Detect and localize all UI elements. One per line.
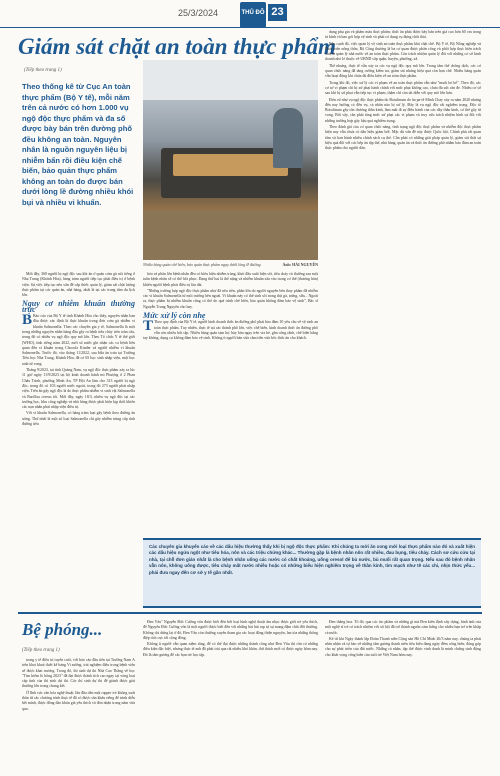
page-number: 23 [271,6,284,18]
article1-paragraph [143,320,318,341]
drop-cap: B [22,312,33,329]
photo-caption-text: Nhiều hàng quán chế biến, bảo quản thực phẩm ngay dưới lòng lề đường. [143,262,262,267]
logo-text: THỦ ĐÔ [241,10,265,16]
article1-column-3 [325,30,481,536]
article1-paragraph: Tháng 9/2023, tại tỉnh Quảng Nam, vụ ngộ độc thực phẩm xảy ra lúc 11 giờ ngày 11/9/2023 tại hộ kinh doanh bánh mì Phượng ở 2 Phan Châu Trinh, phường Minh An, TP Hội An làm cho 313 người bị ngộ độc, trong đó có 103 người nước ngoài, trong đó 273 người phải nhập viện. Trên ẩn gây ngộ độc là do thực phẩm nhiễm vi sinh vật Salmonella và Bacillus cereus tối. Mới đây, ngày 18/3, nhiều vụ ngộ độc tại các trường học, khu công nghiệp và nhà hàng được phát hiện kịp thời khiến các nạn nhân phải nhập viện điều trị. [22,368,135,410]
article2-paragraph: Ở lĩnh vực văn hóa nghệ thuật, lần đầu tiên một rapper trẻ không xuất thân từ các chương trình thực tế đã có được sân khấu riêng để trình diễn hết mình, được đông đảo khán giả yêu thích và đón nhận trong năm vừa qua. [22,690,135,711]
photo-person [273,108,303,168]
photo-street [143,210,318,260]
article1-lead: Theo thống kê từ Cục An toàn thực phẩm (Bộ Y tế), mỗi năm trên cả nước có hơn 1.000 vụ ngộ độc thực phẩm và đa số được bày bán trên đường phố đều không an toàn. Nguyên nhân là nguồn nguyên liệu bị nhiễm bẩn rồi điều kiện chế biến, bảo quản thực phẩm không an toàn do được bán dưới lòng lề đường nhiều khói bụi và nhiều vi khuẩn. [22,82,134,207]
article1-paragraph: Mới đây, 360 người bị ngộ độc sau khi ăn ở quán cơm gà nổi tiếng ở Nha Trang (Khánh Hòa), hàng trăm người tiếp tục phải điều trị ở bệnh viện. Sự việc tiếp tục nêu vấn đề cấp thiết: quản lý, giám sát chặt lượng thực phẩm tại các quán ăn, nhà hàng, nhất là tại các trung tâm du lịch lớn. [22,272,135,298]
logo-badge [240,2,266,28]
article1-paragraph: Theo đánh giá của cơ quan chức năng, tình trạng ngộ độc thực phẩm và nhiễm độc thực phẩm hiện nay vẫn chưa có dấu hiệu giảm bớt. Mặc dù vấn đề này được Quốc hội, Chính phủ rất quan tâm và ban hành nhiều chính sách cụ thể. Cần phải có những giải pháp quản lý, giám sát thật sự hiệu quả đối với các bếp ăn tập thể, nhà hàng, quán ăn và thức ăn đường phố nhằm bảo đảm an toàn thực phẩm cho người dân. [325,125,481,151]
article2-paragraph: Đen thắng hoa. Tô đó, qua các tác phẩm và những gì mà Đen kiên định xây dựng, hình ảnh của một nghệ sĩ trẻ có trách nhiệm với xã hội đã trở thành nguồn cảm hứng cho nhiều bạn trẻ trên khắp cả nước. [325,620,481,635]
article1-paragraph-text: Theo quy định của Bộ Y tế, người kinh doanh thức ăn đường phố phải bảo đảm 10 yêu cầu về vệ sinh an toàn thực phẩm. Tuy nhiên, thực tế tại các thành phố lớn, việc chế biến, kinh doanh thức ăn đường phố vẫn còn nhiều bất cập. Nhiều hàng quán tạm bợ, bày bán ngay trên vỉa hè, gần cống rãnh, chế biến bằng tay không, dụng cụ không đảm bảo vệ sinh. Không ít người bán vừa cầm tiền vừa bốc thức ăn cho khách. [143,320,318,341]
article2-column-1 [22,658,135,766]
issue-date: 25/3/2024 [178,8,219,18]
advice-callout-text: Các chuyên gia khuyến cáo về các dấu hiệu thường thấy khi bị ngộ độc thực phẩm: Khi chúng ta mới ăn xong mới loại thực phẩm nào đó và xuất hiện các dấu hiệu ngứa ngột như tiêu hóa, nôn và các triệu chứng khác... Thường gặp là bệnh nhân nôn rất nhiều, đau bụng, tiêu chảy. Cách sơ cứu cửu tại nhà, tại chỗ đơn giản nhất là cho bệnh nhân uống các nước có chất khoáng, uống oresol để bù nước, bù muối rất quan trọng. Nếu sau đó bệnh nhân vẫn nôn, không uống được, tiêu chảy mất nước nhiều hoặc có những biểu hiện nghiêm trọng về thần kinh, tim mạch như tê các chi, nhịn thức yếu... phải đưa ngay đến cơ sở y tế gần nhất. [149,544,475,575]
article1-subhead-2: Mức xử lý còn nhẹ [143,311,206,321]
article2-paragraph: Không ít người vẫn quan niệm rằng, để có thể đạt được những thành công như Đen Vâu thì cần có những điều kiện đặc biệt, nhưng thực tế anh đã phải trải qua rất nhiều khó khăn, thử thách mới có được ngày hôm nay. Đó là tấm gương để các bạn trẻ học tập. [143,642,318,657]
article1-paragraph: Bên cạnh đó, việc quản lý vệ sinh an toàn thực phẩm khá chặt chẽ. Bộ Y tế, Bộ Nông nghiệp và Phát triển nông thôn, Bộ Công thương là ba cơ quan được phân công và phối hợp thực hiện trách nhiệm quản lý nhà nước về an toàn thực phẩm. Còn trách nhiệm quản lý đối với những cơ sở kinh doanh nhỏ lẻ thuộc về UBND cấp quận, huyện, phường, xã. [325,41,481,62]
header-rule [0,27,500,28]
article2-paragraph: Kể từ khi Ngày thành lập Đoàn Thanh niên Cộng sản Hồ Chí Minh 26/3 năm nay, chúng ta phải nhìn nhận và tự hào về những tấm gương thanh niên tiêu biểu đang ngày đêm cống hiến, đóng góp cho sự phát triển của đất nước. Những cá nhân, tập thể được vinh danh là minh chứng sinh động cho khát vọng cống hiến của tuổi trẻ Việt Nam hôm nay. [325,636,481,657]
drop-cap: T [143,318,154,335]
article1-author: (Tiếp theo trang 1) [24,68,62,73]
article2-title: Bệ phóng... [22,620,103,639]
article1-paragraph: Trong khi đó, việc xử lý các vi phạm về an toàn thực phẩm vẫn như "muối bỏ bể". Theo đó, các cơ sở vi phạm chỉ bị xử phạt hành chính với mức phạt không cao, chưa đủ sức răn đe. Nhiều cơ sở sau khi bị xử phạt vẫn tiếp tục vi phạm, thậm chí còn tái diễn với quy mô lớn hơn. [325,80,481,96]
page-header [0,0,500,30]
article2-column-2 [143,620,318,766]
page-number-box [268,4,287,21]
article2-column-3 [325,620,481,766]
photo-food-tray [173,154,288,176]
article1-paragraph: Thế nhưng, thực tế vẫn xảy ra các vụ ngộ độc quy mô lớn. Trong tâm thế chống dịch, các cơ quan chức năng đã tăng cường kiểm tra, giám sát nhưng hiệu quả còn hạn chế. Nhiều hàng quán vẫn hoạt động khi chưa đủ điều kiện về an toàn thực phẩm. [325,63,481,79]
article2-author: (Tiếp theo trang 1) [22,648,60,653]
article1-paragraph-text: Báo cáo của Bộ Y tế tỉnh Khánh Hòa cho thấy, nguyên nhân ban đầu được xác định là thực khuẩn trong đơn cơm gà nhiễm vi khuẩn Salmonella. Theo các chuyên gia y tế, Salmonella là một trong những nguyên nhân hàng đầu gây ra bệnh tiêu chảy trên toàn cầu, trong đó có nhiều vụ ngộ độc quy mô lớn. Theo Tổ chức Y tế thế giới (WHO), tính riêng năm 2022, mới số nước ghi nhận các ca bệnh liên quan đến vi khuẩn trong Chocola Kinder và người nhiễm vi khuẩn Salmonella. Trước đó, vào tháng 11/2022, sau bữa ăn trưa tại Trường Tiểu học Nha Trang, Khánh Hòa, đã có 65 học sinh nhập viện, một học sinh tử vong. [22,314,135,366]
article1-title: Giám sát chặt an toàn thực phẩm [18,34,336,59]
article1-subhead-1: Nguy cơ nhiễm khuẩn thường trực [22,299,135,314]
article1-paragraph: "Những trường hợp ngộ độc thực phẩm như đã nêu trên, phần lớn do người nguyên bên thay phẩm đã nhiễm các vi khuẩn Salmonella từ môi trường bên ngoài. Vi khuẩn này có thể sinh sôi trong thịt gà, trứng, sữa... Ngoài ra, thực phẩm bị nhiễm khuẩn cũng có thể do quá trình chế biến, bảo quản không đảm bảo vệ sinh", Bác sĩ Nguyễn Trung Nguyên cho hay. [143,288,318,309]
article1-column-2 [143,272,318,536]
article1-paragraph: hóa và phân lớn bệnh nhân đều có biểu hiện nhiễm trùng, khỏi đầu xuất hiện sốt, tiêu chảy và thường sau một tuần bệnh nhân sẽ có thể hồi phục. Dạng thứ hai là thể nặng và nhiễm khuẩn sâu vào trong cơ thể (thương hàn) khiến người bệnh phải điều trị lâu dài. [143,272,318,287]
street-food-photo [143,60,318,260]
article1-paragraph: dụng phụ gia và phẩm màu thực phẩm; thức ăn phải được bày bán trên giá cao hơn 60 cm trong tủ kính và bao gói hợp vệ sinh và phải có dụng cụ đựng chất thải. [325,30,481,40]
photo-caption [143,262,318,267]
article1-paragraph: Đơn cử như vụ ngộ độc thực phẩm do Botulinum do ăn pa-tê Minh Chay xảy ra năm 2020 nhưng đến nay hướng có đến vụ, cả nhân nào bị xử lý. Đây là vụ ngộ độc rất nghiêm trọng. Độc tố Botulinum gây tổn thương thần kinh, làm mất đi sự điều hành của các dây thần kinh, có thể gây tử vong. Bởi vậy, cần phải tăng mức xử phạt các vi phạm và truy cứu trách nhiệm hình sự đối với những trường hợp gây hậu quả nghiêm trọng. [325,97,481,123]
article1-paragraph: Với vi khuẩn Salmonella, có hàng trăm loại gây bệnh theo đường ăn uống. Thứ nhất là một số loại Salmonella chỉ gây nhiễm trùng cấp tính đường tiêu [22,411,135,427]
article-divider [18,612,482,614]
photo-credit: Ảnh: HẢI NGUYÊN [282,262,318,267]
article1-column-1 [22,272,135,604]
article2-paragraph: Đen Vâu" Nguyễn Đức Cường vốn được biết đến bởi loại hình nghệ thuật âm nhạc được giới trẻ yêu thích, để Nguyên Đức Cường vốn là một người được biết đến với những bài hát rap tự sự mang đậm chất đời thường. Không chỉ dừng lại ở đó, Đen Vâu còn thường xuyên tham gia các hoạt động thiện nguyện, lan tỏa những thông điệp tích cực tới cộng đồng. [143,620,318,640]
article1-paragraph [22,314,135,367]
article2-paragraph: trong y tế điều trị tuyến cuối, với báo cáo đầu tiên tại Trường Nam Á trên khai khoá thiết kế bảng Vi sưởng, trải nghiệm điều trong bệnh viện sẽ được khai trương. Trong đó, thí sinh dự thi Nhà Cao Thắng về học "Tìm kiếm lò hồng 2023" đã đạt được thành tích cao ngay tại vòng loại cấp tỉnh của thí sinh dự thi. Các thí sinh dự thi để giành được giải thưởng lớn trong chung kết. [22,658,135,689]
photo-awning [143,60,318,100]
advice-callout-box [143,538,481,608]
